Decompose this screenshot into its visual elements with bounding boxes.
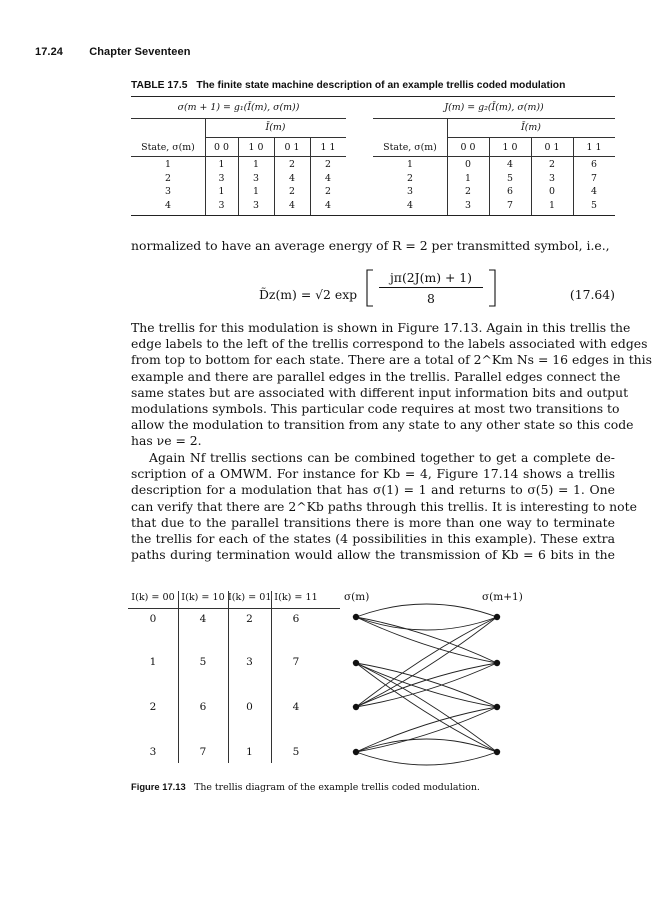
table-right — [373, 97, 615, 215]
text-line: description for a modulation that has σ(1) = 1 and returns to σ(5) = 1. One — [131, 482, 615, 498]
table-left-value-cell: 4 — [289, 199, 295, 211]
text-line: The trellis for this modulation is shown in Figure 17.13. Again in this trellis the — [131, 320, 631, 335]
table-right-state-header: State, σ(m) — [383, 142, 437, 153]
edge-label-col-header: I(k) = 01 — [228, 592, 272, 603]
table-left-value-cell: 2 — [289, 159, 295, 170]
edge-label-col-header: I(k) = 10 — [181, 592, 225, 603]
text-line: scription of a OMWM. For instance for Kb = 4, Figure 17.14 shows a trellis — [131, 466, 615, 482]
paragraph-1 — [131, 320, 652, 450]
text-line: same states but are associated with different input information bits and output — [131, 384, 629, 400]
table-left-value-cell: 1 — [253, 186, 259, 197]
trellis-node-right — [494, 749, 500, 755]
table-left — [131, 97, 346, 215]
trellis-edge — [356, 663, 497, 707]
right-bracket — [486, 269, 498, 307]
equation-numerator: jπ(2J(m) + 1) — [389, 270, 473, 285]
table-left-state-header: State, σ(m) — [141, 142, 195, 153]
trellis-edge — [356, 617, 497, 707]
table-right-value-cell: 7 — [591, 172, 597, 184]
table-right-value-cell: 1 — [465, 172, 471, 184]
edge-label-table — [128, 588, 340, 768]
edge-label-cell: 3 — [149, 746, 157, 758]
table-left-value-cell: 4 — [289, 172, 295, 184]
equation-17-64 — [131, 262, 615, 306]
table-right-state-cell: 3 — [407, 186, 413, 197]
figure-caption — [131, 781, 480, 793]
table-left-col-header: 0 0 — [214, 142, 229, 153]
figure-caption-text: The trellis diagram of the example trellis coded modulation. — [194, 782, 480, 793]
table-right-value-cell: 5 — [591, 199, 597, 211]
edge-label-header-rule — [128, 608, 340, 609]
edge-label-cell: 6 — [292, 613, 300, 625]
table-right-col-header: 1 0 — [502, 142, 518, 153]
text-line: Again Nf trellis sections can be combined together to get a complete de- — [149, 450, 615, 465]
paragraph-2 — [131, 450, 637, 563]
table-right-value-cell: 1 — [549, 199, 555, 211]
table-right-input-label: Ī(m) — [521, 122, 541, 133]
table-right-value-cell: 6 — [591, 159, 597, 170]
table-right-value-cell: 2 — [549, 159, 555, 170]
table-right-col-header: 1 1 — [586, 142, 602, 153]
table-right-value-cell: 3 — [549, 172, 555, 184]
edge-label-cell: 4 — [292, 701, 300, 713]
edge-label-cell: 7 — [292, 656, 300, 668]
table-left-value-cell: 1 — [218, 159, 225, 170]
intro-paragraph — [131, 238, 615, 254]
trellis-node-right — [494, 614, 500, 620]
edge-label-cell: 3 — [246, 656, 253, 668]
table-left-value-cell: 2 — [325, 186, 331, 197]
edge-label-cell: 4 — [199, 613, 207, 625]
table-right-value-cell: 3 — [465, 199, 471, 211]
table-left-value-cell: 3 — [253, 199, 259, 211]
table-left-col-header: 1 0 — [248, 142, 264, 153]
table-left-input-label: Ī(m) — [265, 122, 286, 133]
equation-lhs: D̃z(m) = √2 exp — [259, 287, 358, 302]
chapter-title: Chapter Seventeen — [89, 46, 191, 58]
table-right-value-cell: 0 — [465, 159, 471, 170]
table-left-value-cell: 4 — [325, 172, 331, 184]
trellis-edge — [356, 663, 497, 707]
right-state-label: σ(m+1) — [482, 591, 523, 603]
table-right-col-header: 0 0 — [460, 142, 476, 153]
table-left-value-cell: 2 — [325, 159, 331, 170]
edge-label-cell: 1 — [149, 656, 157, 668]
table-right-value-cell: 4 — [507, 159, 513, 170]
table-right-col-header: 0 1 — [544, 142, 560, 153]
table-right-value-cell: 5 — [507, 172, 513, 184]
left-bracket — [364, 269, 376, 307]
trellis-node-left — [353, 614, 359, 620]
edge-label-col-header: I(k) = 11 — [274, 592, 318, 603]
trellis-node-left — [353, 704, 359, 710]
text-line: allow the modulation to transition from any state to any other state so this code — [131, 417, 634, 433]
edge-label-cell: 1 — [246, 746, 253, 758]
table-bottom-rule — [131, 215, 615, 216]
text-line: modulations symbols. This particular code requires at most two transitions to — [131, 401, 620, 417]
text-line: example and there are parallel edges in the trellis. Parallel edges connect the — [131, 368, 621, 384]
edge-label-cell: 2 — [246, 613, 253, 625]
equation-number: (17.64) — [569, 287, 615, 302]
text-line: that due to the parallel transitions there is more than one way to terminate — [131, 514, 615, 530]
trellis-edge — [356, 752, 497, 765]
table-left-col-header: 1 1 — [320, 142, 336, 153]
text-line: from top to bottom for each state. There are a total of 2^Km Ns = 16 edges in this — [131, 352, 652, 368]
table-left-value-cell: 3 — [218, 172, 225, 184]
text-line: edge labels to the left of the trellis correspond to the labels associated with edges — [131, 336, 648, 352]
edge-label-cell: 0 — [149, 613, 157, 625]
table-left-value-cell: 1 — [253, 159, 259, 170]
table-left-input-rule — [205, 137, 346, 138]
left-state-label: σ(m) — [344, 591, 370, 603]
intro-line: normalized to have an average energy of R = 2 per transmitted symbol, i.e., — [131, 238, 610, 253]
table-left-value-cell: 1 — [218, 186, 225, 197]
trellis-node-right — [494, 660, 500, 666]
text-line: the trellis for each of the states (4 possibilities in this example). These extra — [131, 531, 615, 547]
table-left-state-cell: 1 — [165, 159, 171, 170]
trellis-diagram — [340, 600, 520, 770]
table-left-rule — [131, 118, 346, 119]
edge-label-cell: 2 — [149, 701, 157, 713]
fraction-bar — [379, 287, 483, 288]
trellis-node-left — [353, 749, 359, 755]
table-right-value-cell: 6 — [507, 186, 513, 197]
figure-label: Figure 17.13 — [131, 781, 186, 792]
table-left-state-cell: 2 — [165, 172, 171, 184]
table-left-value-cell: 3 — [218, 199, 225, 211]
edge-label-cell: 6 — [199, 701, 207, 713]
table-right-value-cell: 2 — [465, 186, 471, 197]
table-left-value-cell: 2 — [289, 186, 295, 197]
table-right-title: J(m) = g₂(Ī(m), σ(m)) — [444, 102, 544, 113]
running-header — [35, 46, 191, 58]
text-line: has νe = 2. — [131, 433, 202, 449]
text-line: can verify that there are 2^Kb paths through this trellis. It is interesting to note — [131, 498, 637, 514]
table-caption-text: The finite state machine description of an example trellis coded modulation — [196, 80, 566, 91]
table-left-value-cell: 4 — [325, 199, 331, 211]
text-line: paths during termination would allow the transmission of Kb = 6 bits in the — [131, 547, 615, 563]
table-right-header-rule — [373, 156, 615, 157]
trellis-node-left — [353, 660, 359, 666]
table-left-title: σ(m + 1) = g₁(Ī(m), σ(m)) — [177, 102, 300, 113]
edge-label-cell: 0 — [246, 701, 253, 713]
table-left-state-cell: 3 — [165, 186, 171, 197]
trellis-node-right — [494, 704, 500, 710]
table-right-state-cell: 4 — [407, 199, 413, 211]
table-right-rule — [373, 118, 615, 119]
table-right-value-cell: 4 — [591, 186, 597, 197]
trellis-edge — [356, 604, 497, 617]
table-left-state-cell: 4 — [165, 199, 171, 211]
edge-label-col-header: I(k) = 00 — [131, 592, 175, 603]
edge-label-cell: 7 — [199, 746, 207, 758]
table-left-value-cell: 3 — [253, 172, 259, 184]
table-right-value-cell: 7 — [507, 199, 513, 211]
edge-label-cell: 5 — [292, 746, 300, 758]
trellis-edge — [356, 617, 497, 707]
table-right-state-cell: 1 — [407, 159, 413, 170]
table-label: TABLE 17.5 — [131, 80, 188, 91]
table-left-col-header: 0 1 — [284, 142, 300, 153]
trellis-edge — [356, 663, 497, 707]
edge-label-cell: 5 — [199, 656, 207, 668]
trellis-edge — [356, 663, 497, 707]
table-right-state-cell: 2 — [407, 172, 413, 184]
table-right-value-cell: 0 — [549, 186, 555, 197]
table-caption — [131, 80, 621, 91]
page-number: 17.24 — [35, 46, 64, 58]
equation-denominator: 8 — [427, 291, 435, 306]
